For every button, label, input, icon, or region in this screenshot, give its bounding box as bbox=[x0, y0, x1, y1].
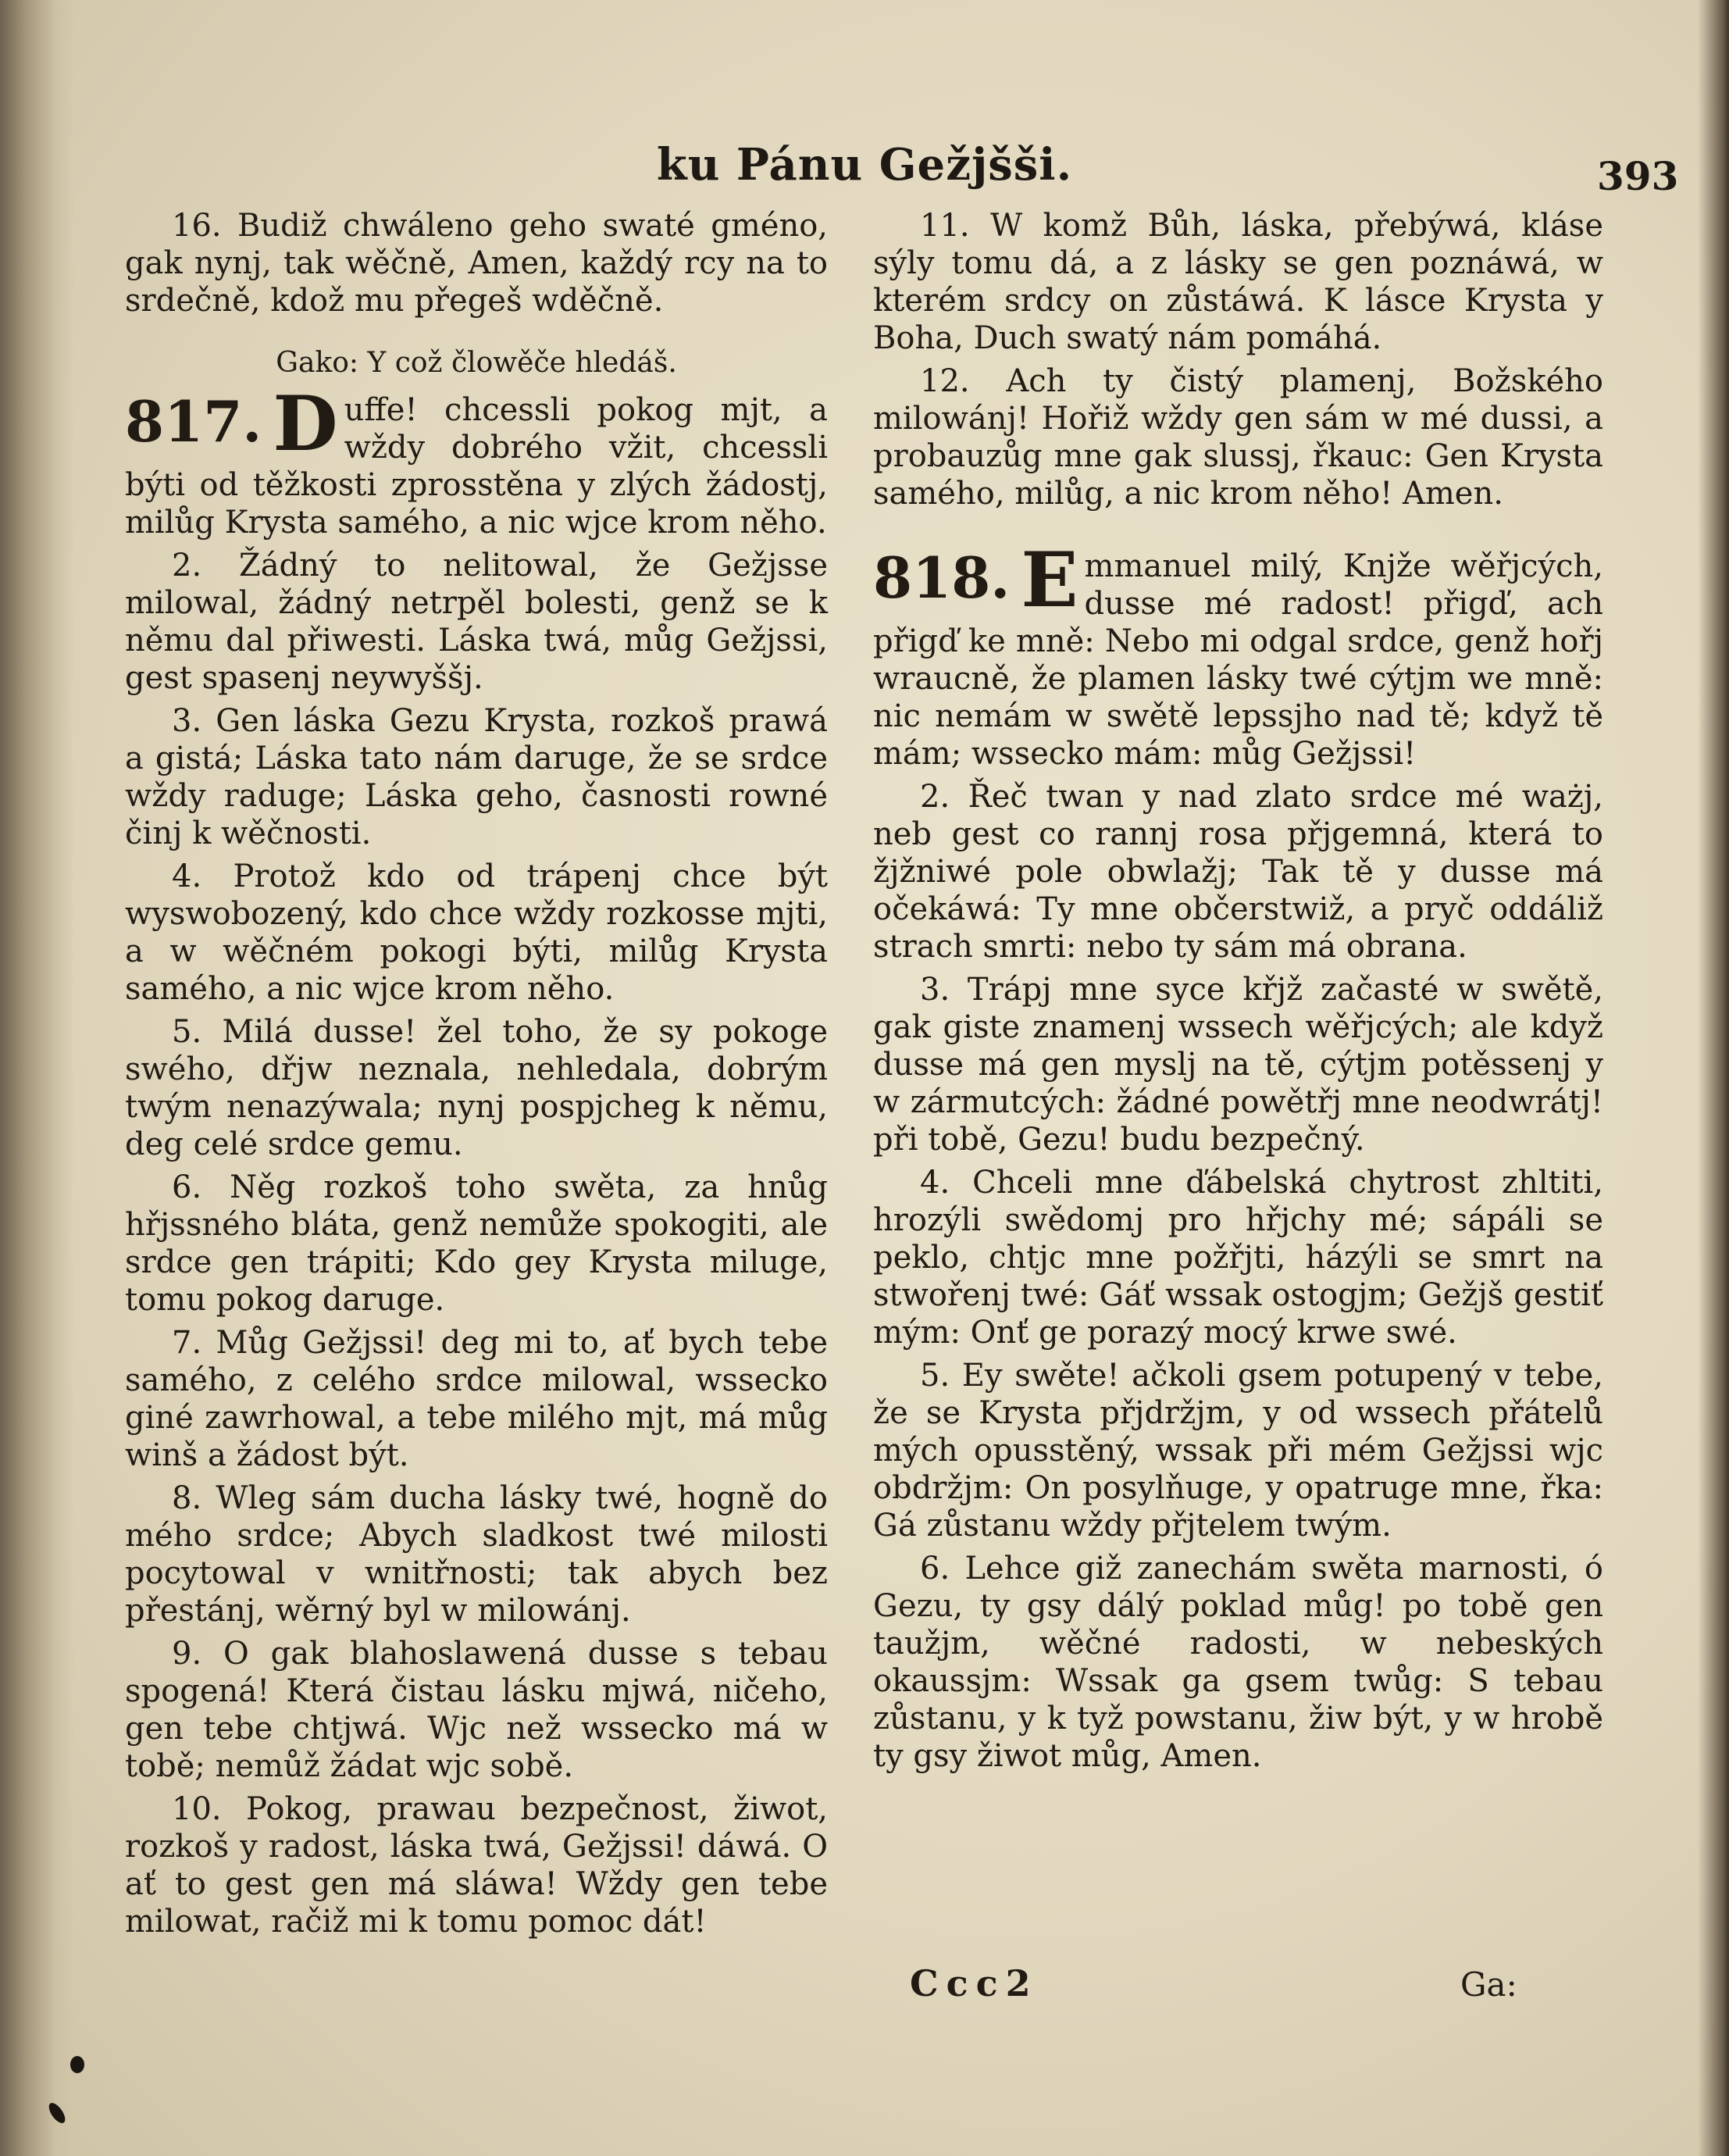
catchword: Ga: bbox=[1460, 1965, 1517, 2004]
verse-10: 10. Pokog, prawau bezpečnost, žiwot, rozkoš y radost, láska twá, Gežjssi! dáwá. O ať to gest gen má sláwa! Wždy gen tebe milowat, račiž mi k tomu pomoc dát! bbox=[125, 1791, 828, 1940]
drop-cap: E bbox=[1021, 536, 1078, 624]
hymn-818 bbox=[873, 536, 1603, 773]
verse-5: 5. Ey swěte! ačkoli gsem potupený v tebe, že se Krysta přjdržjm, y od wssech přátelů mých opusstěný, wssak při mém Gežjssi wjc obdržjm: On posylňuge, y opatruge mne, řka: Gá zůstanu wždy přjtelem twým. bbox=[873, 1358, 1603, 1544]
page-gutter-shadow bbox=[0, 0, 74, 2156]
ink-spot bbox=[70, 2056, 84, 2073]
verse-7: 7. Můg Gežjssi! deg mi to, ať bych tebe samého, z celého srdce milowal, wssecko giné zawrhowal, a tebe milého mjt, má můg winš a žádost být. bbox=[125, 1325, 828, 1473]
verse-2: 2. Řeč twan y nad zlato srdce mé ważj, neb gest co rannj rosa přjgemná, která to žjžniwé pole obwlažj; Tak tě y dusse má očekáwá: Ty mne občerstwiž, a pryč oddáliž strach smrti: nebo ty sám má obrana. bbox=[873, 779, 1603, 965]
page-edge-shadow bbox=[1698, 0, 1729, 2156]
hymn-number: 818. bbox=[873, 544, 1011, 611]
drop-cap: D bbox=[273, 380, 338, 468]
verse-16: 16. Budiž chwáleno geho swaté gméno, gak nynj, tak wěčně, Amen, každý rcy na to srdečně, kdož mu přegeš wděčně. bbox=[125, 208, 828, 319]
verse-12: 12. Ach ty čistý plamenj, Božského milowánj! Hořiž wždy gen sám w mé dussi, a probauzůg mne gak slussj, řkauc: Gen Krysta samého, milůg, a nic krom něho! Amen. bbox=[873, 363, 1603, 512]
verse-9: 9. O gak blahoslawená dusse s tebau spogená! Která čistau lásku mjwá, ničeho, gen tebe chtjwá. Wjc než wssecko má w tobě; nemůž žádat wjc sobě. bbox=[125, 1636, 828, 1784]
hymn-number: 817. bbox=[125, 388, 262, 455]
verse-3: 3. Trápj mne syce křjž začasté w swětě, gak giste znamenj wssech wěřjcých; ale když dusse má gen myslj na tě, cýtjm potěssenj y w zármutcých: žádné powětřj mne neodwrátj! při tobě, Gezu! budu bezpečný. bbox=[873, 972, 1603, 1158]
verse-8: 8. Wleg sám ducha lásky twé, hogně do mého srdce; Abych sladkost twé milosti pocytowal v wnitřnosti; tak abych bez přestánj, wěrný byl w milowánj. bbox=[125, 1480, 828, 1629]
verse-5: 5. Milá dusse! žel toho, že sy pokoge swého, dřjw neznala, nehledala, dobrým twým nenazýwala; nynj pospjcheg k němu, deg celé srdce gemu. bbox=[125, 1014, 828, 1162]
hymn-817 bbox=[125, 380, 828, 541]
verse-4: 4. Protož kdo od trápenj chce být wyswobozený, kdo chce wždy rozkosse mjti, a w wěčném pokogi býti, milůg Krysta samého, a nic wjce krom něho. bbox=[125, 858, 828, 1007]
verse-11: 11. W komž Bůh, láska, přebýwá, kláse sýly tomu dá, a z lásky se gen poznáwá, w kterém srdcy on zůstáwá. K lásce Krysta y Boha, Duch swatý nám pomáhá. bbox=[873, 208, 1603, 356]
verse-6: 6. Lehce giž zanechám swěta marnosti, ó Gezu, ty gsy dálý poklad můg! po tobě gen taužjm, wěčné radosti, w nebeských okaussjm: Wssak ga gsem twůg: S tebau zůstanu, y k tyž powstanu, žiw být, y w hrobě ty gsy žiwot můg, Amen. bbox=[873, 1551, 1603, 1774]
verse-1: mmanuel milý, Knjže wěřjcých, dusse mé radost! přigď, ach přigď ke mně: Nebo mi odgal srdce, genž hořj wraucně, že plamen lásky twé cýtjm we mně: nic nemám w swětě lepssjho nad tě; když tě mám; wssecko mám: můg Gežjssi! bbox=[873, 548, 1603, 772]
verse-4: 4. Chceli mne ďábelská chytrost zhltiti, hrozýli swědomj pro hřjchy mé; sápáli se peklo, chtjc mne požřjti, házýli se smrt na stwořenj twé: Gáť wssak ostogjm; Gežjš gestiť mým: Onť ge porazý mocý krwe swé. bbox=[873, 1165, 1603, 1351]
verse-3: 3. Gen láska Gezu Krysta, rozkoš prawá a gistá; Láska tato nám daruge, že se srdce wždy raduge; Láska geho, časnosti rowné činj k wěčnosti. bbox=[125, 703, 828, 851]
verse-1: uffe! chcessli pokog mjt, a wždy dobrého vžit, chcessli býti od těžkosti zprosstěna y zlých žádostj, milůg Krysta samého, a nic wjce krom něho. bbox=[125, 392, 828, 541]
tune-heading: Gako: Y což člowěče hledáš. bbox=[276, 347, 677, 379]
verse-2: 2. Žádný to nelitowal, že Gežjsse milowal, žádný netrpěl bolesti, genž se k němu dal přiwesti. Láska twá, můg Gežjssi, gest spasenj neywyššj. bbox=[125, 548, 828, 696]
spacer bbox=[873, 518, 1603, 540]
right-column bbox=[873, 207, 1603, 1780]
page-number: 393 bbox=[1597, 153, 1679, 199]
running-header: ku Pánu Gežjšši. bbox=[656, 139, 1073, 191]
signature-mark: Ccc2 bbox=[910, 1962, 1039, 2004]
left-column bbox=[125, 207, 828, 1946]
verse-6: 6. Něg rozkoš toho swěta, za hnůg hřjssného bláta, genž nemůže spokogiti, ale srdce gen trápiti; Kdo gey Krysta miluge, tomu pokog daruge. bbox=[125, 1169, 828, 1318]
